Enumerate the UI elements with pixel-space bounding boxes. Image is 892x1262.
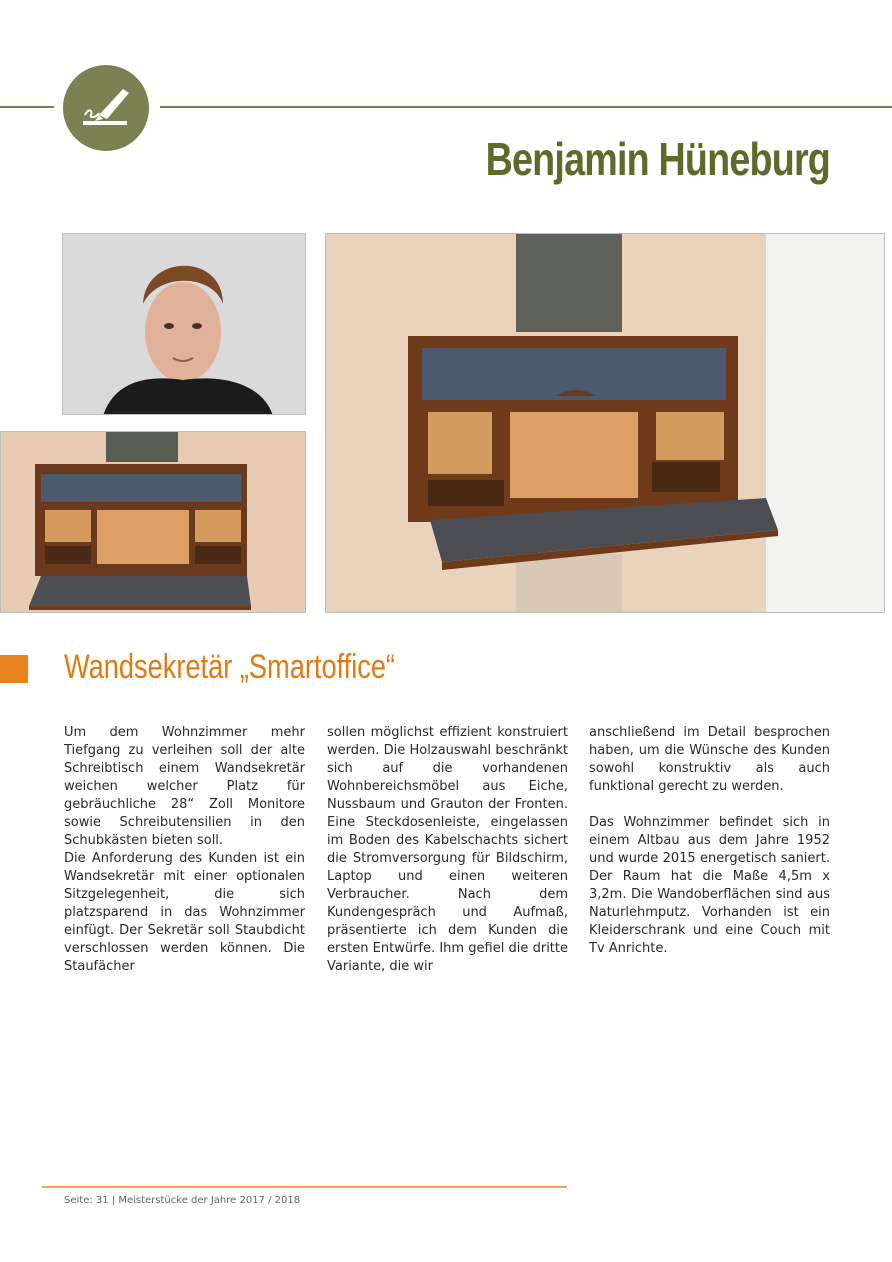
desk-photo-large [325,233,885,613]
paragraph: sollen möglichst effizient konstruiert werden. Die Holzauswahl beschränkt sich auf die vorhandenen Wohnbereichsmöbel aus Eiche, Nussbaum und Grauton der Fronten. Eine Steckdosenleiste, eingelassen im Boden des Kabelschachts sichert die Stromversorgung für Bildschirm, Laptop und einen weiteren Verbraucher. Nach dem Kundengespräch und Aufmaß, präsentierte ich dem Kunden die ersten Entwürfe. Ihm gefiel die dritte Variante, die wir [327,725,568,974]
paragraph: Die Anforderung des Kunden ist ein Wandsekretär mit einer optionalen Sitzgelegenheit, die sich platzsparend in das Wohnzimmer einfügt. Der Sekretär soll Staubdicht verschlossen werden können. Die Staufächer [64,851,305,974]
paragraph: Um dem Wohnzimmer mehr Tiefgang zu verleihen soll der alte Schreibtisch einem Wandsekretär weichen welcher Platz für gebräuchliche 28“ Zoll Monitore sowie Schreibutensilien in den Schubkästen bieten soll. [64,725,305,848]
pen-nib-icon [77,81,135,135]
author-name: Benjamin Hüneburg [485,133,830,185]
header-rule-right [160,106,892,108]
footer-text: Seite: 31 | Meisterstücke der Jahre 2017 / 2018 [64,1195,301,1206]
text-column-3 [589,724,830,958]
paragraph: Das Wohnzimmer befindet sich in einem Altbau aus dem Jahre 1952 und wurde 2015 energetisch saniert. Der Raum hat die Maße 4,5m x 3,2m. Die Wandoberflächen sind aus Naturlehmputz. Vorhanden ist ein Kleiderschrank und eine Couch mit Tv Anrichte. [589,815,830,956]
text-column-1 [64,724,305,976]
text-column-2 [327,724,568,976]
paragraph: anschließend im Detail besprochen haben, um die Wünsche des Kunden sowohl konstruktiv als auch funktional gerecht zu werden. [589,725,830,794]
section-marker [0,655,28,683]
footer-rule [42,1186,567,1188]
portrait-photo [62,233,306,415]
header-rule-left [0,106,54,108]
desk-photo-small [0,431,306,613]
article-title: Wandsekretär „Smartoffice“ [64,648,396,686]
logo-badge [63,65,149,151]
